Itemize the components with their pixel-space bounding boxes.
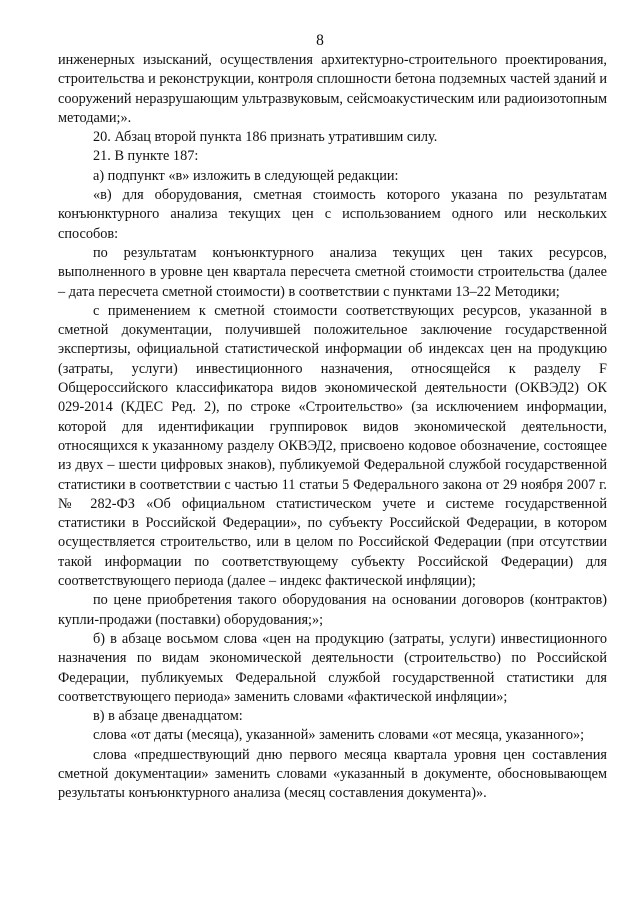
document-body (58, 51, 607, 804)
paragraph-method-3: по цене приобретения такого оборудования на основании договоров (контрактов) купли-продажи (поставки) оборудования;»; (58, 592, 607, 628)
paragraph-item-20: 20. Абзац второй пункта 186 признать утратившим силу. (93, 129, 438, 146)
paragraph-method-1: по результатам конъюнктурного анализа текущих цен таких ресурсов, выполненного в уровне цен квартала пересчета сметной стоимости строительства (далее – дата пересчета сметной стоимости) в соответствии с пунктами 13–22 Методики; (58, 244, 607, 300)
paragraph-continuation: инженерных изысканий, осуществления архитектурно-строительного проектирования, строительства и реконструкции, контроля сплошности бетона подземных частей зданий и сооружений неразрушающим ультразвуковым, сейсмоакустическим или радиоизотопным методами;». (58, 52, 607, 126)
page-number: 8 (316, 32, 324, 49)
paragraph-replace-2: слова «предшествующий дню первого месяца квартала уровня цен составления сметной документации» заменить словами «указанный в документе, обосновывающем результаты конъюнктурного анализа (месяц составления документа)». (58, 746, 607, 802)
paragraph-quoted-v: «в) для оборудования, сметная стоимость которого указана по результатам конъюнктурного анализа текущих цен с использованием одного или нескольких способов: (58, 187, 607, 242)
paragraph-subitem-b: б) в абзаце восьмом слова «цен на продукцию (затраты, услуги) инвестиционного назначения по видам экономической деятельности (строительство) по Российской Федерации, публикуемых Федеральной службой государственной статистики для соответствующего периода» заменить словами «фактической инфляции»; (58, 630, 607, 705)
paragraph-replace-1: слова «от даты (месяца), указанной» заменить словами «от месяца, указанного»; (93, 727, 585, 744)
paragraph-subitem-v: в) в абзаце двенадцатом: (93, 708, 243, 725)
paragraph-subitem-a: а) подпункт «в» изложить в следующей редакции: (93, 167, 399, 184)
paragraph-item-21: 21. В пункте 187: (93, 148, 199, 165)
paragraph-method-2: с применением к сметной стоимости соответствующих ресурсов, указанной в сметной документации, получившей положительное заключение государственной экспертизы, официальной статистической информации об индексах цен на продукцию (затраты, услуги) инвестиционного назначения, относящейся к разделу F Общероссийского классификатора видов экономической деятельности (ОКВЭД2) ОК 029-2014 (КДЕС Ред. 2), по строке «Строительство» (за исключением информации, которой для идентификации группировок видов экономической деятельности, относящихся к указанному разделу ОКВЭД2, присвоено кодовое обозначение, состоящее из двух – шести цифровых знаков), публикуемой Федеральной службой государственной статистики в соответствии с частью 11 статьи 5 Федерального закона от 29 ноября 2007 г. № 282-ФЗ «Об официальном статистическом учете и системе государственной статистики в Российской Федерации», по субъекту Российской Федерации, в котором осуществляется строительство, или в целом по Российской Федерации (при отсутствии такой информации по соответствующему субъекту Российской Федерации) для соответствующего периода (далее – индекс фактической инфляции); (58, 302, 607, 590)
